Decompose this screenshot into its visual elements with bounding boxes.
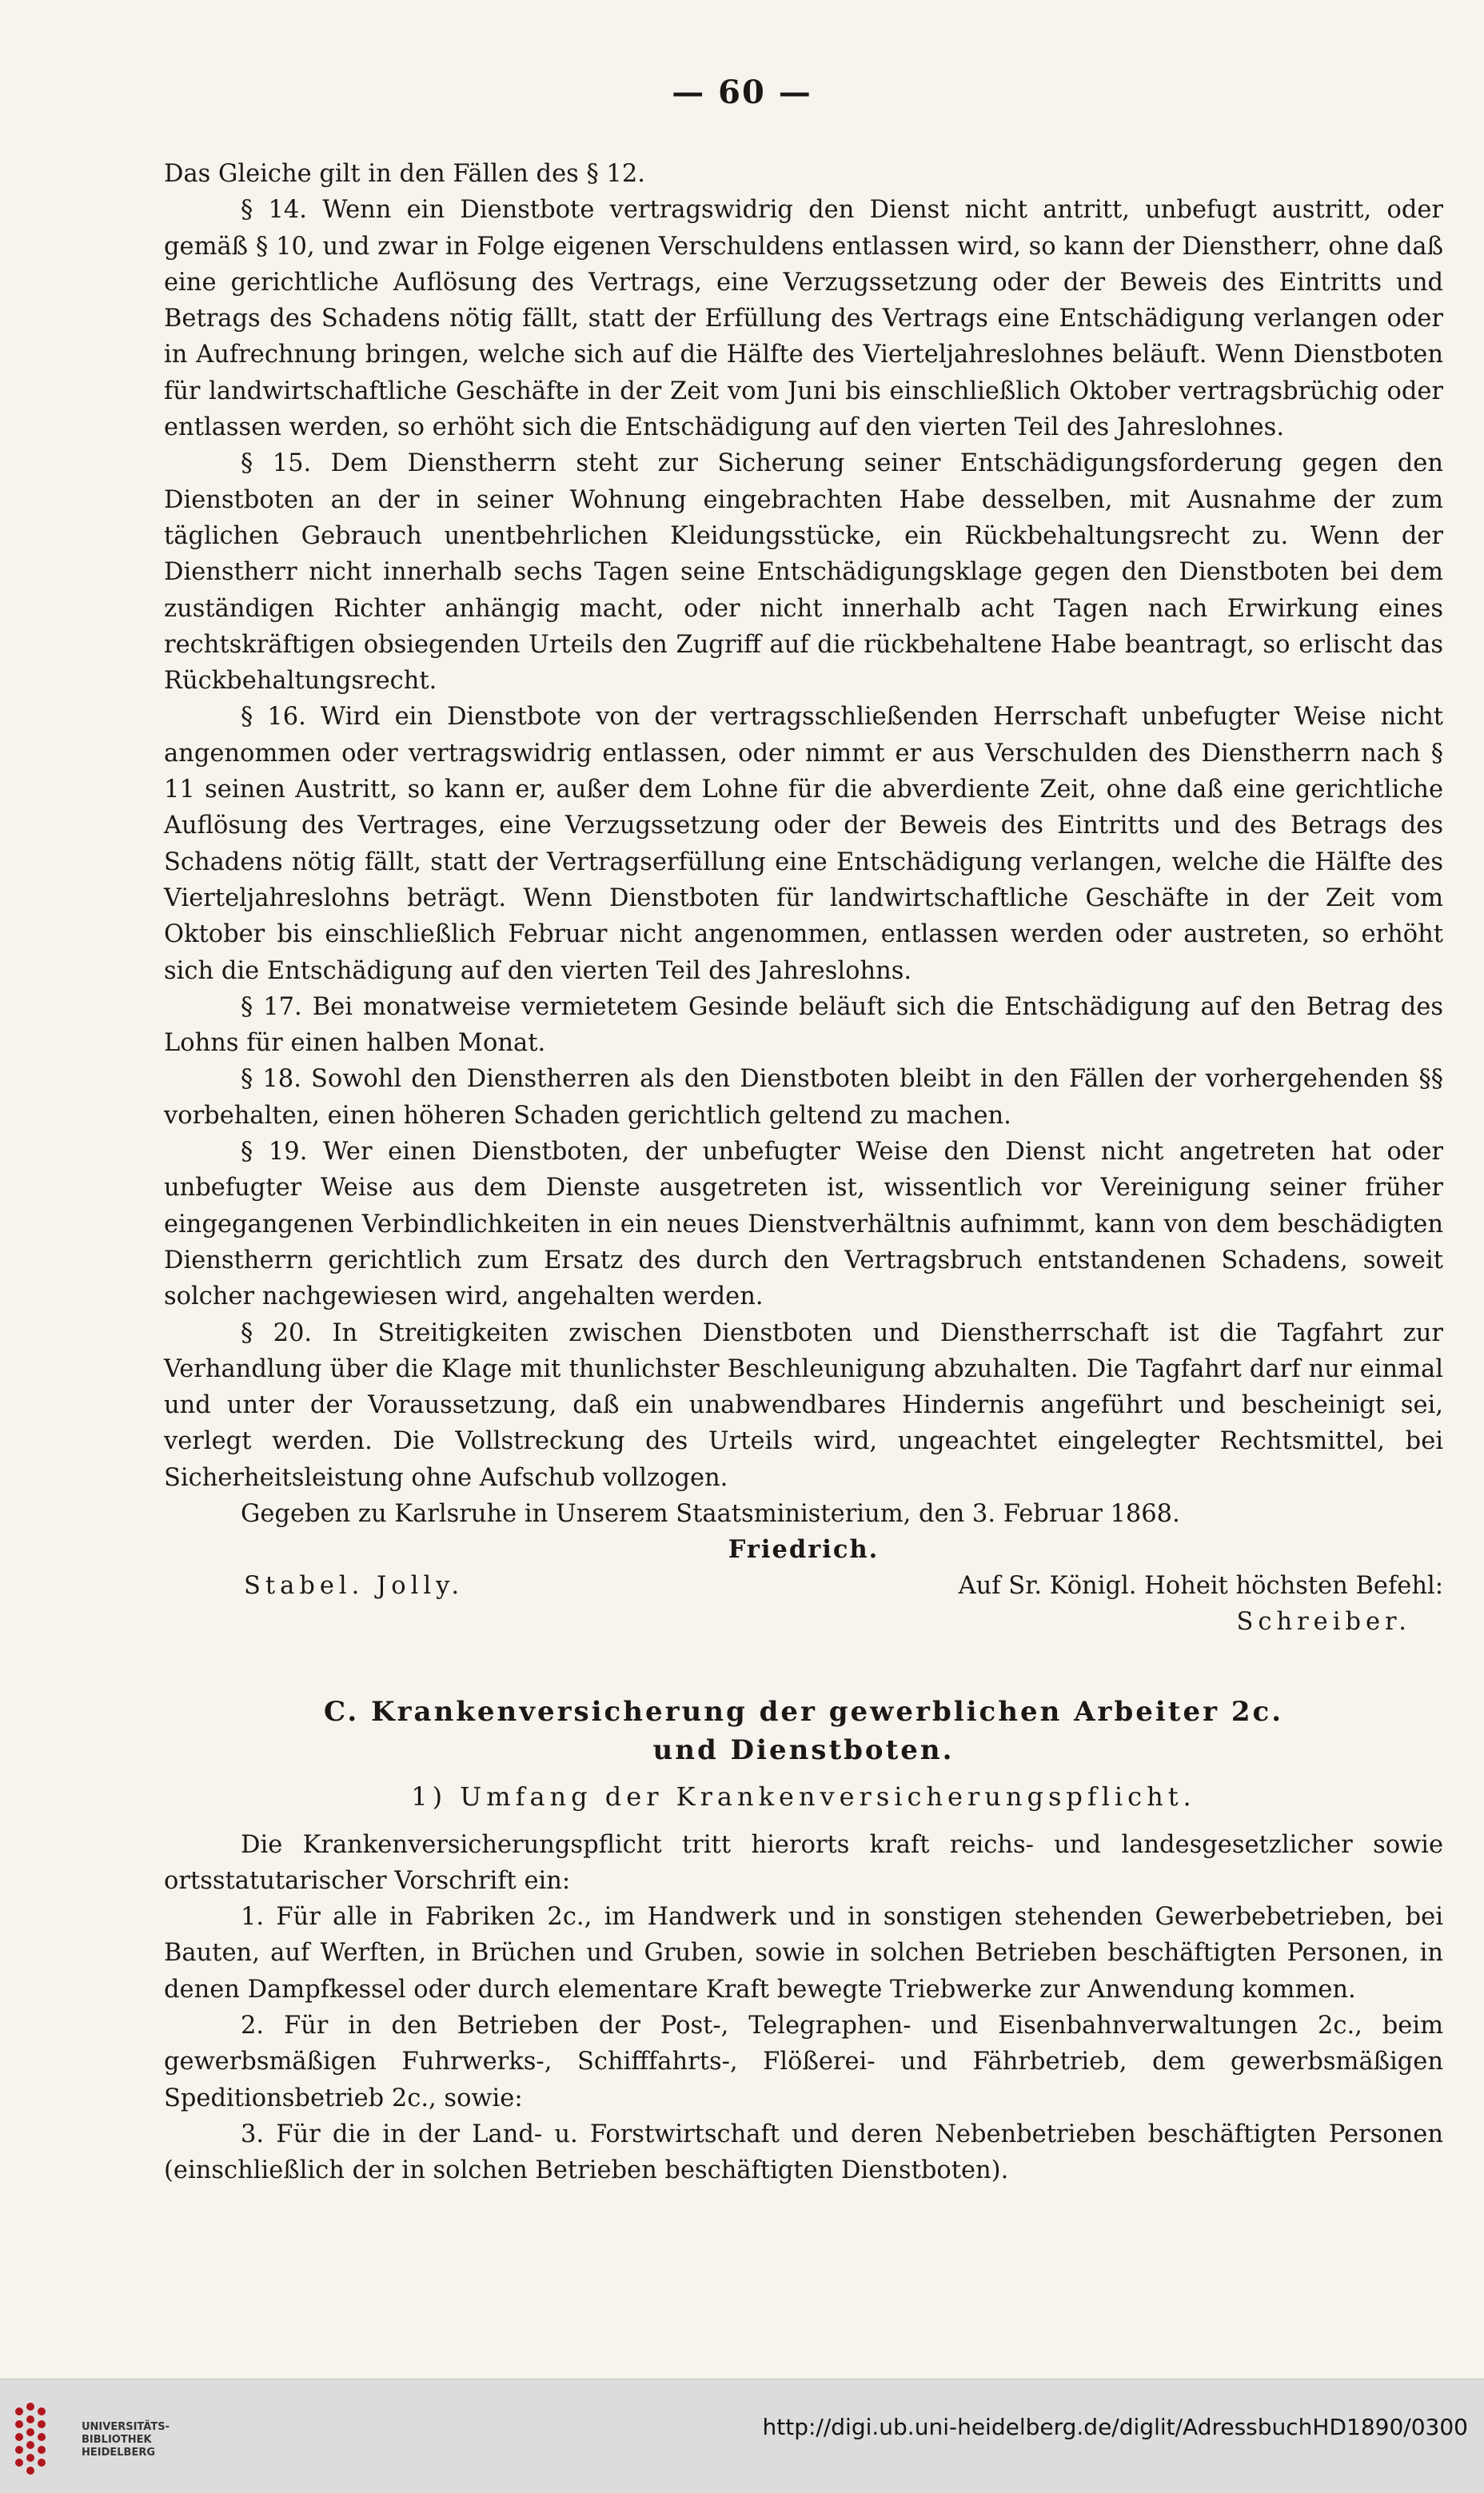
paragraph-item-3: 3. Für die in der Land- u. Forstwirtschaft und deren Nebenbetrieben beschäftigten Personen (einschließlich der in solchen Betrieben beschäftigten Dienstboten). bbox=[164, 2120, 1443, 2185]
signature-ministers: Stabel. Jolly. bbox=[244, 1572, 465, 1601]
section-heading-line2: und Dienstboten. bbox=[652, 1734, 955, 1767]
paragraph-section-18: § 18. Sowohl den Dienstherren als den Dienstboten bleibt in den Fällen der vorhergehenden §§ vorbehalten, einen höheren Schaden gerichtlich geltend zu machen. bbox=[164, 1065, 1443, 1130]
library-name-line1: UNIVERSITÄTS- bbox=[82, 2421, 170, 2433]
paragraph-section-19: § 19. Wer einen Dienstboten, der unbefugter Weise den Dienst nicht angetreten hat oder unbefugter Weise aus dem Dienste ausgetreten ist, wissentlich vor Vereinigung seiner früher eingegangenen Verbindlichkeiten in ein neues Dienstverhältnis aufnimmt, kann von dem beschädigten Dienstherrn gerichtlich zum Ersatz des durch den Vertragsbruch entstandenen Schadens, soweit solcher nachgewiesen wird, angehalten werden. bbox=[164, 1138, 1443, 1311]
section-heading bbox=[164, 1693, 1443, 1769]
library-name-line3: HEIDELBERG bbox=[82, 2447, 156, 2459]
signature-sovereign: Friedrich. bbox=[728, 1535, 880, 1565]
paragraph-intro: Die Krankenversicherungspflicht tritt hierorts kraft reichs- und landesgesetzlicher sowie ortsstatutarischer Vorschrift ein: bbox=[164, 1830, 1443, 1895]
paragraph: Das Gleiche gilt in den Fällen des § 12. bbox=[164, 160, 645, 188]
paragraph-section-14: § 14. Wenn ein Dienstbote vertragswidrig den Dienst nicht antritt, unbefugt austritt, oder gemäß § 10, und zwar in Folge eigenen Verschuldens entlassen wird, so kann der Dienstherr, ohne daß eine gerichtliche Auflösung des Vertrags, eine Verzugssetzung oder der Beweis des Eintritts und Betrags des Schadens nötig fällt, statt der Erfüllung des Vertrags eine Entschädigung verlangen oder in Aufrechnung bringen, welche sich auf die Hälfte des Vierteljahreslohnes beläuft. Wenn Dienstboten für landwirtschaftliche Geschäfte in der Zeit vom Juni bis einschließlich Oktober vertragsbrüchig oder entlassen werden, so erhöht sich die Entschädigung auf den vierten Teil des Jahreslohnes. bbox=[164, 196, 1443, 442]
source-url[interactable]: http://digi.ub.uni-heidelberg.de/diglit/AdressbuchHD1890/0300 bbox=[762, 2414, 1468, 2440]
signature-order: Auf Sr. Königl. Hoheit höchsten Befehl: bbox=[958, 1572, 1443, 1601]
section-heading-line1: C. Krankenversicherung der gewerblichen Arbeiter 2c. bbox=[323, 1696, 1284, 1729]
paragraph-section-20: § 20. In Streitigkeiten zwischen Dienstboten und Dienstherrschaft ist die Tagfahrt zur Verhandlung über die Klage mit thunlichster Beschleunigung abzuhalten. Die Tagfahrt darf nur einmal und unter der Voraussetzung, daß ein unabwendbares Hindernis angeführt und bescheinigt sei, verlegt werden. Die Vollstreckung des Urteils wird, ungeachtet eingelegter Rechtsmittel, bei Sicherheitsleistung ohne Aufschub vollzogen. bbox=[164, 1318, 1443, 1492]
paragraph-section-15: § 15. Dem Dienstherrn steht zur Sicherung seiner Entschädigungsforderung gegen den Dienstboten an der in seiner Wohnung eingebrachten Habe desselben, mit Ausnahme der zum täglichen Gebrauch unentbehrlichen Kleidungsstücke, ein Rückbehaltungsrecht zu. Wenn der Dienstherr nicht innerhalb sechs Tagen seine Entschädigungsklage gegen den Dienstboten bei dem zuständigen Richter anhängig macht, oder nicht innerhalb acht Tagen nach Erwirkung eines rechtskräftigen obsiegenden Urteils den Zugriff auf die rückbehaltene Habe beantragt, so erlischt das Rückbehaltungsrecht. bbox=[164, 449, 1443, 696]
footer-bar bbox=[0, 2379, 1484, 2493]
library-name-line2: BIBLIOTHEK bbox=[82, 2434, 152, 2446]
document-body bbox=[164, 156, 1443, 2189]
library-name bbox=[82, 2421, 170, 2459]
section-subheading: 1) Umfang der Krankenversicherungspflicht. bbox=[411, 1781, 1196, 1813]
page-number: — 60 — bbox=[672, 74, 812, 111]
library-logo-icon bbox=[11, 2395, 69, 2483]
paragraph-section-17: § 17. Bei monatweise vermietetem Gesinde beläuft sich die Entschädigung auf den Betrag des Lohns für einen halben Monat. bbox=[164, 992, 1443, 1058]
signature-secretary: Schreiber. bbox=[1236, 1608, 1411, 1637]
paragraph-section-16: § 16. Wird ein Dienstbote von der vertragsschließenden Herrschaft unbefugter Weise nicht angenommen oder vertragswidrig entlassen, oder nimmt er aus Verschulden des Dienstherrn nach § 11 seinen Austritt, so kann er, außer dem Lohne für die abverdiente Zeit, ohne daß eine gerichtliche Auflösung des Vertrages, eine Verzugssetzung oder der Beweis des Eintritts und des Betrags des Schadens nötig fällt, statt der Vertragserfüllung eine Entschädigung verlangen, welche die Hälfte des Vierteljahreslohns beträgt. Wenn Dienstboten für landwirtschaftliche Geschäfte in der Zeit vom Oktober bis einschließlich Februar nicht angenommen, entlassen werden oder austreten, so erhöht sich die Entschädigung auf den vierten Teil des Jahreslohns. bbox=[164, 703, 1443, 985]
paragraph-item-1: 1. Für alle in Fabriken 2c., im Handwerk und in sonstigen stehenden Gewerbebetrieben, bei Bauten, auf Werften, in Brüchen und Gruben, sowie in solchen Betrieben beschäftigten Personen, in denen Dampfkessel oder durch elementare Kraft bewegte Triebwerke zur Anwendung kommen. bbox=[164, 1903, 1443, 2004]
paragraph-item-2: 2. Für in den Betrieben der Post-, Telegraphen- und Eisenbahnverwaltungen 2c., beim gewerbsmäßigen Fuhrwerks-, Schifffahrts-, Flößerei- und Fährbetrieb, dem gewerbsmäßigen Speditionsbetrieb 2c., sowie: bbox=[164, 2012, 1443, 2112]
signature-block bbox=[164, 1532, 1443, 1640]
paragraph-date: Gegeben zu Karlsruhe in Unserem Staatsministerium, den 3. Februar 1868. bbox=[241, 1499, 1180, 1528]
